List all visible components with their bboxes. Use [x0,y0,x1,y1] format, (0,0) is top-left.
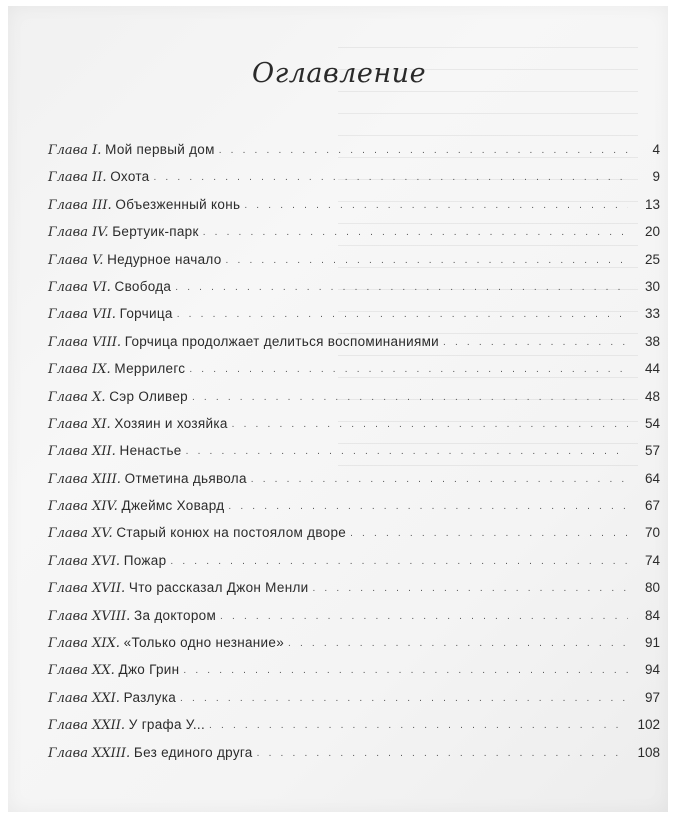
toc-entry [48,279,660,306]
page-number: 97 [644,689,660,705]
dot-leader [170,556,628,567]
page-number: 67 [644,498,660,514]
toc-entry [48,580,660,607]
chapter-title: Джеймс Ховард [121,498,225,514]
page-number: 64 [644,470,660,486]
chapter-title: Отметина дьявола [124,470,247,486]
dot-leader [288,638,628,649]
chapter-title: За доктором [134,607,217,623]
chapter-number: Глава XVIII. [48,608,131,624]
dot-leader [257,748,628,759]
page-number: 4 [652,142,660,157]
page-number: 57 [644,443,660,459]
chapter-title: «Только одно незнание» [123,635,285,651]
chapter-title: Что рассказал Джон Менли [128,580,309,596]
page-number: 25 [644,251,660,267]
chapter-number: Глава IX. [48,362,111,378]
chapter-title: Свобода [114,278,172,294]
dot-leader [175,282,628,293]
dot-leader [251,474,628,485]
chapter-title: Джо Грин [118,662,180,678]
chapter-title: Ненастье [119,443,182,459]
chapter-number: Глава XI. [48,416,111,432]
page-number: 80 [644,580,660,596]
page-number: 70 [644,525,660,541]
toc-entry [48,361,660,388]
dot-leader [189,364,628,375]
toc-entry [48,608,660,635]
chapter-title: Бертуик-парк [112,224,199,240]
chapter-title: Охота [110,169,150,185]
chapter-number: Глава XII. [48,444,116,460]
toc-entry [48,498,660,525]
chapter-number: Глава III. [48,197,112,213]
page-number: 108 [637,744,660,760]
toc-entry [48,252,660,279]
dot-leader [350,528,628,539]
toc-entry [48,334,660,361]
page-number: 94 [644,662,660,678]
chapter-title: Меррилегс [114,361,186,377]
chapter-title: Разлука [123,689,177,705]
dot-leader [209,720,628,731]
toc-entry [48,306,660,333]
chapter-number: Глава VI. [48,279,111,295]
page-number: 13 [644,196,660,212]
dot-leader [203,227,628,238]
chapter-number: Глава II. [48,170,107,186]
page-number: 74 [644,552,660,568]
chapter-number: Глава X. [48,389,106,405]
chapter-number: Глава XIII. [48,471,121,487]
dot-leader [312,583,628,594]
dot-leader [177,309,628,320]
dot-leader [220,611,628,622]
chapter-number: Глава XXII. [48,718,125,734]
toc-entry [48,416,660,443]
chapter-title: Хозяин и хозяйка [114,415,228,431]
dot-leader [192,392,628,403]
toc-entry [48,635,660,662]
page-number: 54 [644,415,660,431]
toc-entry [48,471,660,498]
page-number: 102 [637,717,660,733]
page-number: 48 [644,388,660,404]
chapter-title: Старый конюх на постоялом дворе [116,525,347,541]
table-of-contents [48,142,660,772]
page-number: 38 [644,333,660,349]
chapter-number: Глава XVI. [48,553,120,569]
chapter-number: Глава XV. [48,526,113,542]
page-number: 91 [644,635,660,651]
dot-leader [443,337,628,348]
chapter-title: Сэр Оливер [109,388,188,404]
chapter-number: Глава XXIII. [48,745,131,761]
toc-entry [48,142,660,169]
chapter-number: Глава XX. [48,663,115,679]
dot-leader [228,501,628,512]
page-number: 44 [644,361,660,377]
dot-leader [232,419,628,430]
dot-leader [226,255,628,266]
chapter-title: Объезженный конь [115,196,241,212]
dot-leader [244,200,628,211]
chapter-title: Недурное начало [107,251,222,267]
toc-entry [48,525,660,552]
dot-leader [180,693,628,704]
dot-leader [186,446,628,457]
page-number: 33 [644,306,660,322]
toc-entry [48,690,660,717]
chapter-number: Глава XVII. [48,581,126,597]
toc-entry [48,717,660,744]
page-number: 20 [644,224,660,240]
page-title: Оглавление [251,58,427,89]
dot-leader [153,172,628,183]
toc-entry [48,169,660,196]
chapter-title: Мой первый дом [105,142,215,157]
chapter-number: Глава VII. [48,307,116,323]
page-number: 9 [652,169,660,185]
toc-entry [48,224,660,251]
chapter-number: Глава IV. [48,225,109,241]
toc-entry [48,553,660,580]
chapter-number: Глава XIV. [48,499,118,515]
chapter-number: Глава I. [48,143,102,158]
page-number: 84 [644,607,660,623]
toc-entry [48,197,660,224]
chapter-number: Глава XIX. [48,636,120,652]
toc-entry [48,745,660,772]
toc-entry [48,662,660,689]
chapter-title: Горчица продолжает делиться воспоминаниями [124,333,439,349]
chapter-number: Глава XXI. [48,690,120,706]
chapter-title: Горчица [119,306,173,322]
chapter-title: Без единого друга [133,744,253,760]
page-number: 30 [644,278,660,294]
dot-leader [219,145,628,156]
dot-leader [183,665,628,676]
chapter-title: Пожар [123,552,167,568]
toc-entry [48,443,660,470]
chapter-number: Глава VIII. [48,334,122,350]
toc-entry [48,389,660,416]
chapter-title: У графа У... [128,717,206,733]
chapter-number: Глава V. [48,252,104,268]
